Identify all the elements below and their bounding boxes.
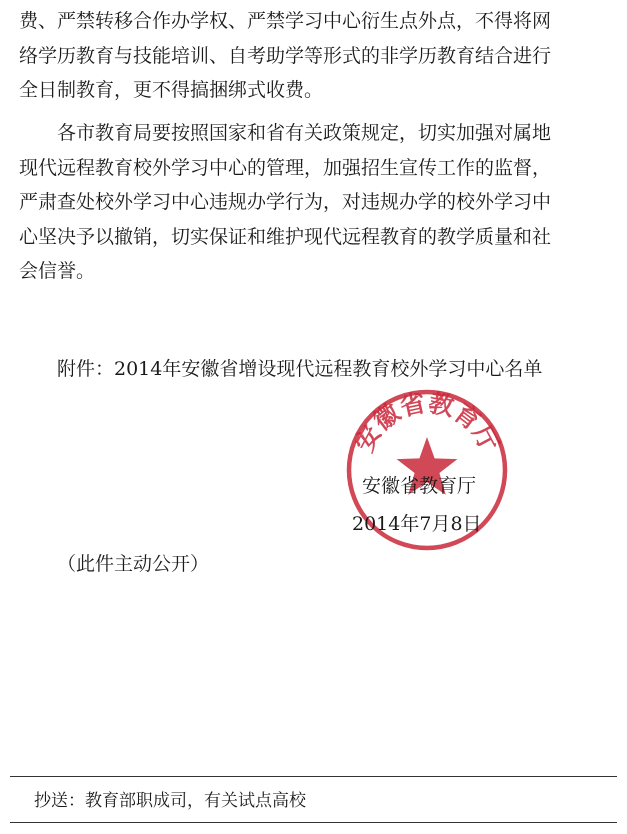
paragraph-line: 费、严禁转移合作办学权、严禁学习中心衍生点外点，不得将网 (19, 10, 552, 32)
footer-divider-bottom (10, 822, 617, 823)
paragraph-line: 各市教育局要按照国家和省有关政策规定，切实加强对属地 (57, 122, 552, 144)
attachment-line: 附件：2014年安徽省增设现代远程教育校外学习中心名单 (57, 358, 543, 380)
cc-line: 抄送：教育部职成司，有关试点高校 (34, 791, 306, 811)
seal-text: 安徽省教育厅 (349, 388, 505, 457)
paragraph-line: 全日制教育，更不得搞捆绑式收费。 (19, 79, 324, 101)
paragraph-line: 严肃查处校外学习中心违规办学行为，对违规办学的校外学习中 (19, 191, 552, 213)
paragraph-line: 络学历教育与技能培训、自考助学等形式的非学历教育结合进行 (19, 44, 552, 67)
issuer-name: 安徽省教育厅 (362, 475, 477, 497)
body-paragraph-2 (0, 116, 627, 289)
paragraph-line: 心坚决予以撤销，切实保证和维护现代远程教育的教学质量和社 (19, 225, 552, 248)
paragraph-line: 现代远程教育校外学习中心的管理，加强招生宣传工作的监督， (19, 156, 552, 179)
paragraph-line: 会信誉。 (19, 260, 96, 282)
disclosure-note: （此件主动公开） (57, 553, 210, 575)
body-paragraph-1 (0, 4, 627, 108)
issue-date: 2014年7月8日 (352, 513, 482, 535)
footer-divider-top (10, 776, 617, 777)
